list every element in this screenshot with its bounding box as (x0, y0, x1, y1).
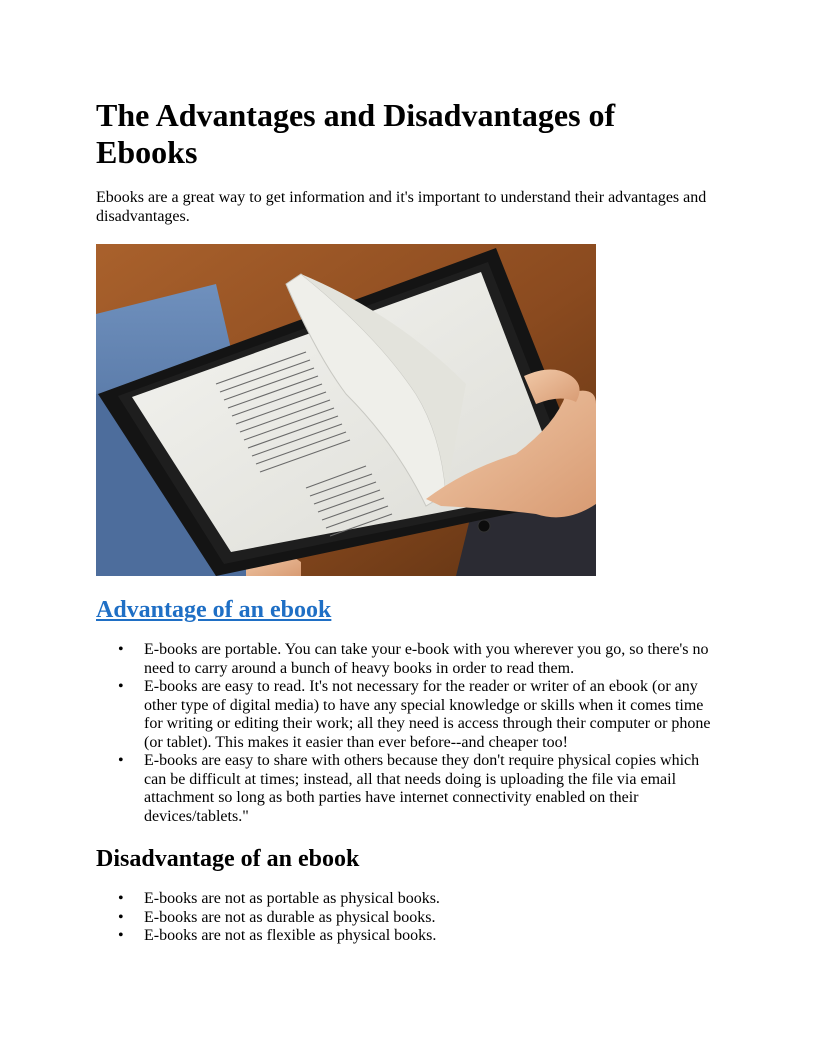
tablet-reading-photo (96, 244, 596, 576)
advantages-list (96, 641, 720, 826)
list-item-text: E-books are portable. You can take your e-book with you wherever you go, so there's no need to carry around a bunch of heavy books in order to read them. (144, 641, 709, 677)
list-item-text: E-books are not as portable as physical books. (144, 890, 440, 907)
bullet-icon: • (118, 890, 124, 907)
list-item (96, 927, 720, 946)
bullet-icon: • (118, 752, 124, 769)
list-item (96, 752, 720, 826)
document-title: The Advantages and Disadvantages of Ebooks (96, 97, 616, 170)
bullet-icon: • (118, 908, 124, 926)
disadvantages-heading: Disadvantage of an ebook (96, 846, 360, 872)
advantages-heading[interactable] (96, 596, 331, 624)
list-item-text: E-books are not as durable as physical books. (144, 908, 436, 926)
list-item (96, 890, 720, 909)
bullet-icon: • (118, 927, 124, 944)
list-item (96, 909, 720, 928)
bullet-icon: • (118, 641, 124, 658)
list-item (96, 641, 720, 678)
list-item-text: E-books are easy to read. It's not necessary for the reader or writer of an ebook (or any other type of digital media) to have any special knowledge or skills when it comes time for writing or editing their work; all they need is access through their computer or phone (or tablet). This makes it easier than ever before--and cheaper too! (144, 678, 711, 751)
disadvantages-list (96, 890, 720, 946)
advantages-heading-link[interactable]: Advantage of an ebook (96, 597, 332, 623)
list-item-text: E-books are not as flexible as physical books. (144, 927, 437, 944)
bullet-icon: • (118, 678, 124, 695)
list-item-text: E-books are easy to share with others because they don't require physical copies which can be difficult at times; instead, all that needs doing is uploading the file via email attachment so long as both parties have internet connectivity enabled on their devices/tablets." (144, 752, 700, 825)
intro-paragraph: Ebooks are a great way to get information and it's important to understand their advantages and disadvantages. (96, 189, 707, 225)
list-item (96, 678, 720, 752)
